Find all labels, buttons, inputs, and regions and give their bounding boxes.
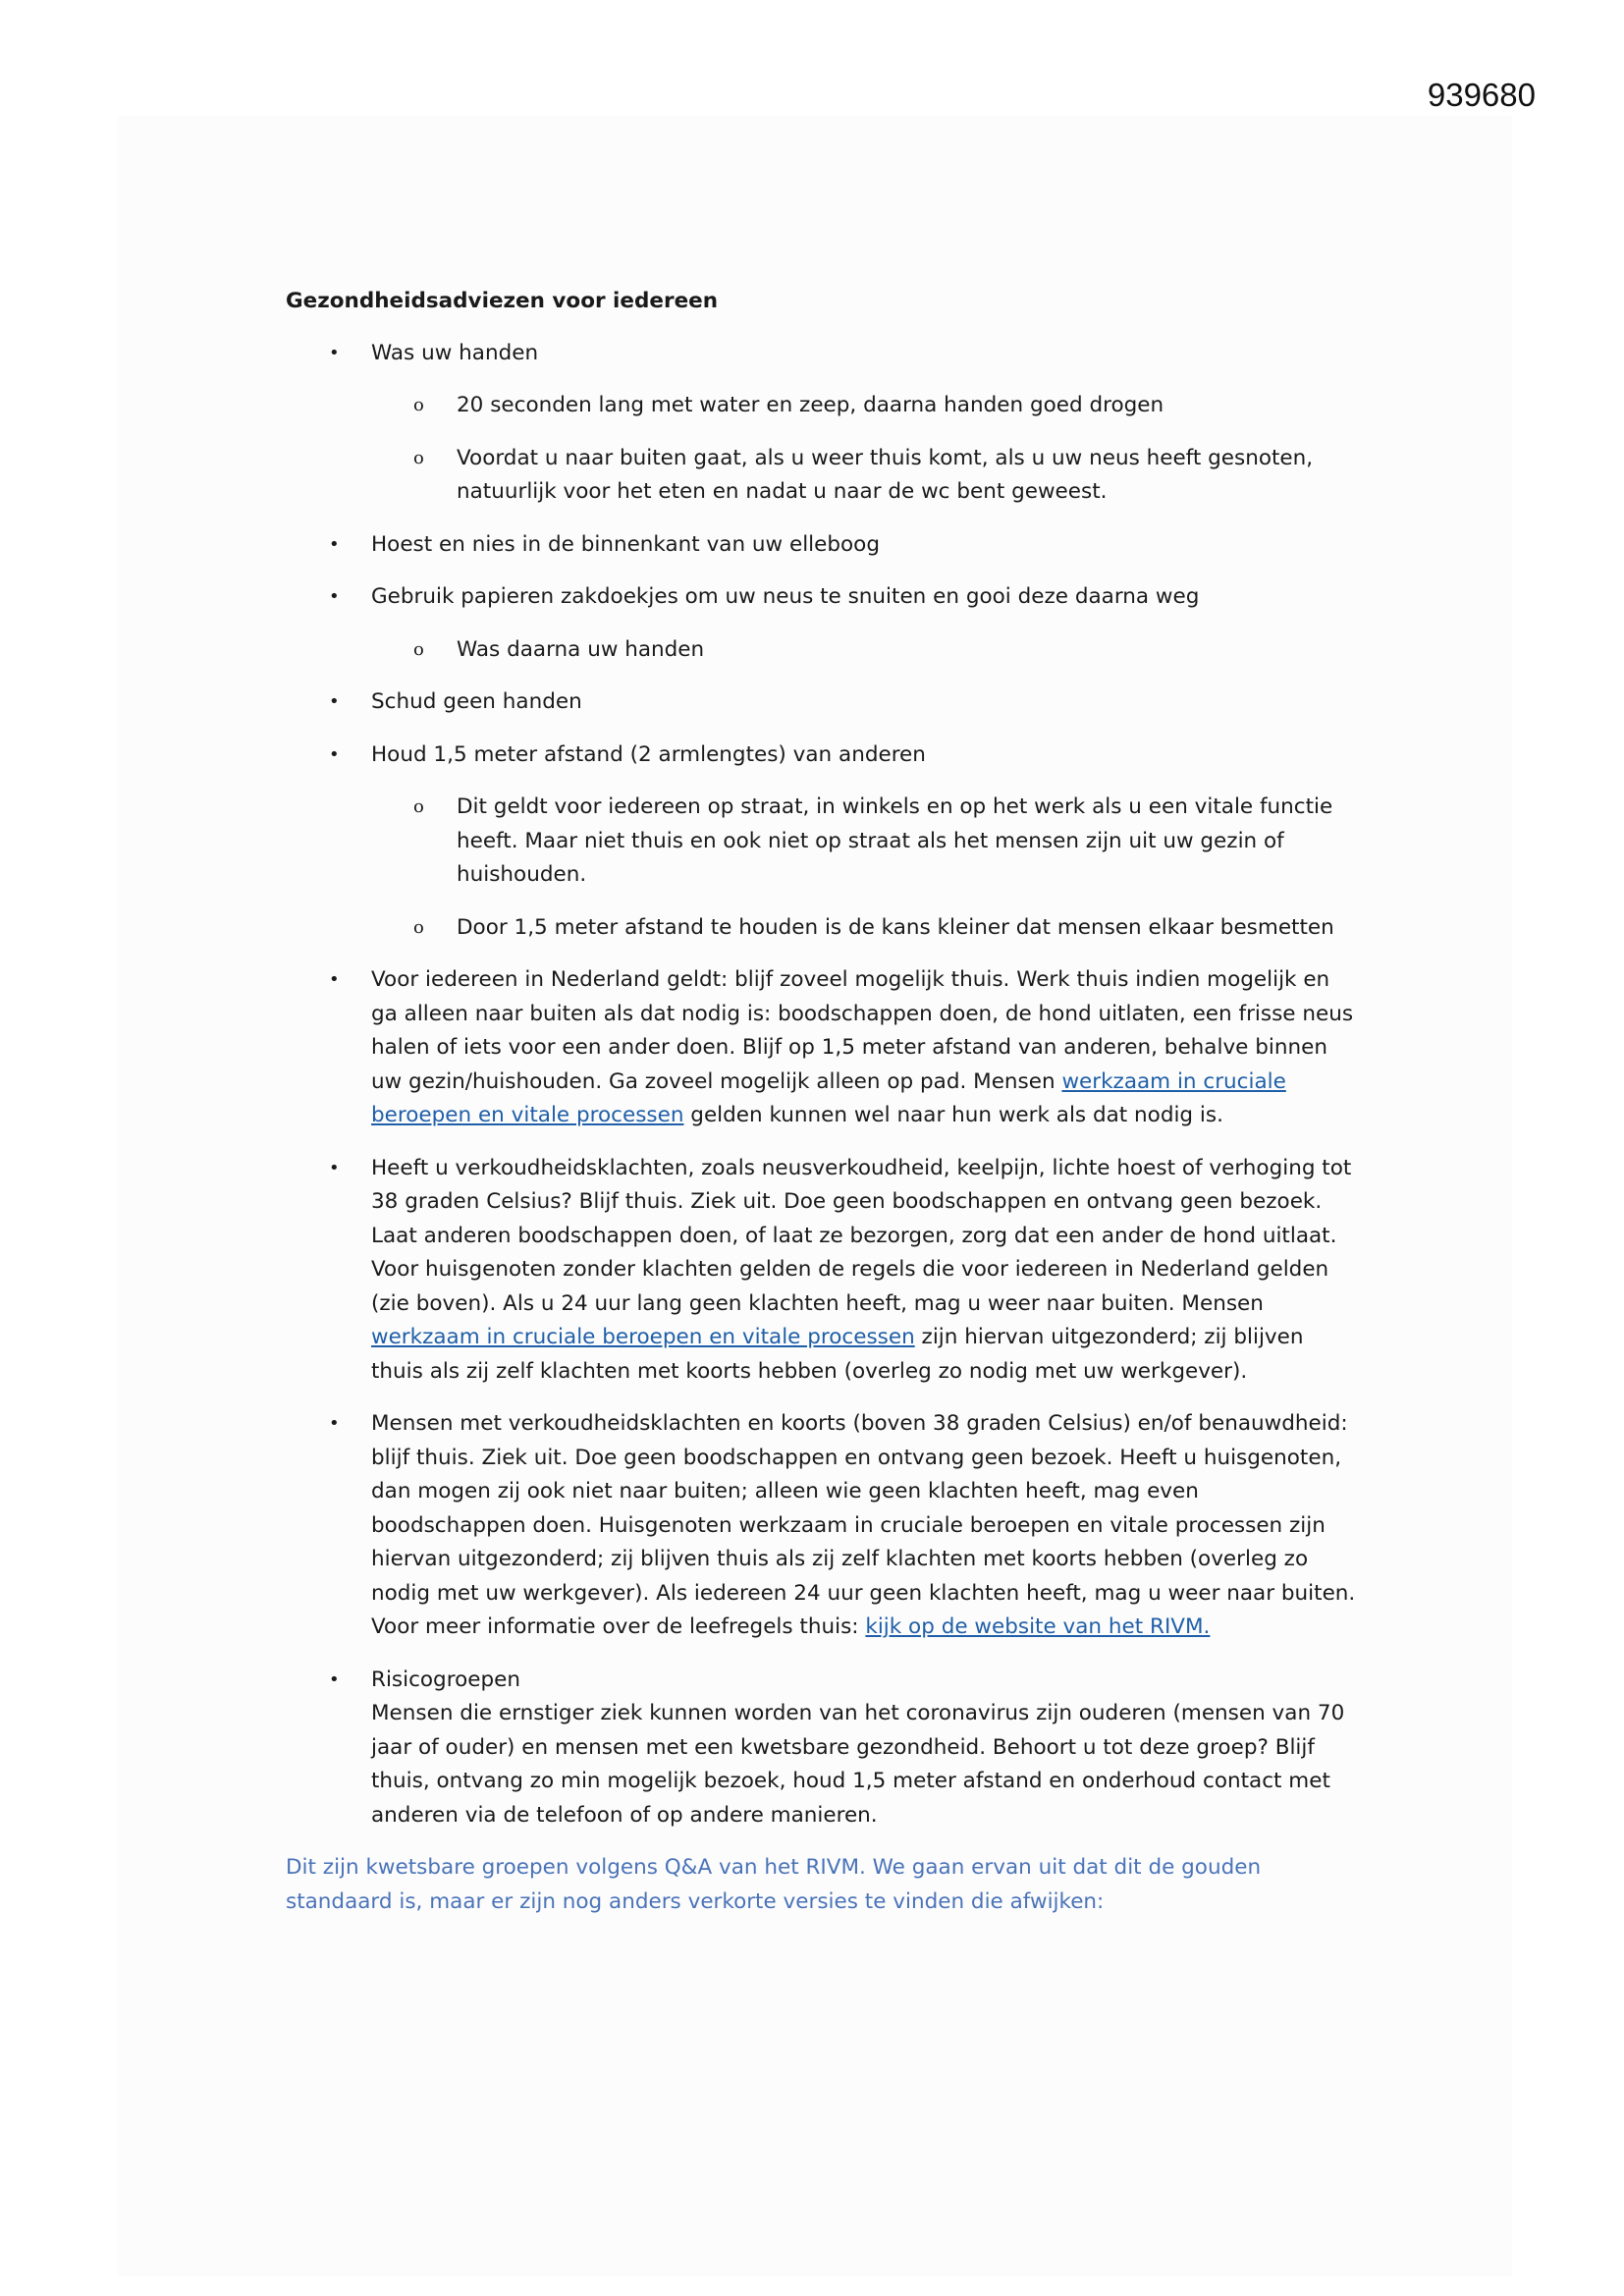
list-item (286, 963, 1356, 1133)
list-item-text: Gebruik papieren zakdoekjes om uw neus te snuiten en gooi deze daarna weg (371, 584, 1200, 609)
sub-list-item (371, 389, 1356, 423)
sub-list-item (371, 791, 1356, 893)
list-item (286, 337, 1356, 510)
bullet-icon: • (329, 969, 340, 990)
bullet-icon: • (329, 743, 340, 765)
sub-list-item-text: Door 1,5 meter afstand te houden is de kans kleiner dat mensen elkaar besmetten (457, 914, 1334, 940)
paragraph-text: Mensen met verkoudheidsklachten en koorts (boven 38 graden Celsius) en/of benauwdheid: blijf thuis. Ziek uit. Doe geen boodschappen en ontvang geen bezoek. Heeft u huisgenoten, dan mogen zij ook niet naar buiten; alleen wie geen klachten heeft, mag even boodschappen doen. Huisgenoten werkzaam in cruciale beroepen en vitale processen zijn hiervan uitgezonderd; zij blijven thuis als zij zelf klachten met koorts hebben (overleg zo nodig met uw werkgever). Als iedereen 24 uur geen klachten heeft, mag u weer naar buiten. Voor meer informatie over de leefregels thuis: (371, 1411, 1356, 1639)
list-item-text (371, 1407, 1356, 1645)
bullet-icon: • (329, 691, 340, 712)
list-item (286, 1407, 1356, 1645)
rivm-website-link[interactable]: kijk op de website van het RIVM. (865, 1614, 1211, 1639)
list-item-text: Hoest en nies in de binnenkant van uw elleboog (371, 531, 880, 557)
list-item-text: Schud geen handen (371, 689, 582, 714)
list-item (286, 1152, 1356, 1390)
list-item (286, 1664, 1356, 1833)
bullet-icon: • (329, 1668, 340, 1690)
cruciale-beroepen-link[interactable]: werkzaam in cruciale beroepen en vitale processen (371, 1068, 1286, 1127)
sub-bullet-icon: o (413, 638, 424, 660)
list-item (286, 528, 1356, 563)
document-id: 939680 (1427, 77, 1536, 113)
sub-list (371, 389, 1356, 510)
section-heading: Gezondheidsadviezen voor iedereen (286, 289, 719, 313)
paragraph-text: zijn hiervan uitgezonderd; zij blijven thuis als zij zelf klachten met koorts hebben (overleg zo nodig met uw werkgever). (371, 1325, 1304, 1384)
list-item (286, 738, 1356, 946)
bullet-icon: • (329, 1413, 340, 1434)
list-item-text: Houd 1,5 meter afstand (2 armlengtes) van anderen (371, 741, 926, 767)
sub-bullet-icon: o (413, 796, 424, 817)
list-item-text (371, 1152, 1356, 1390)
sub-list-item (371, 911, 1356, 946)
document-body (286, 285, 1356, 1919)
risicogroepen-title: Risicogroepen (371, 1667, 520, 1692)
sub-bullet-icon: o (413, 916, 424, 938)
sub-list-item (371, 442, 1356, 510)
paragraph-text: Voor iedereen in Nederland geldt: blijf zoveel mogelijk thuis. Werk thuis indien mogelijk en ga alleen naar buiten als dat nodig is: boodschappen doen, de hond uitlaten, een frisse neus halen of iets voor een ander doen. Blijf op 1,5 meter afstand van anderen, behalve binnen uw gezin/huishouden. Ga zoveel mogelijk alleen op pad. Mensen (371, 967, 1354, 1094)
sub-list-item-text: Dit geldt voor iedereen op straat, in winkels en op het werk als u een vitale functie heeft. Maar niet thuis en ook niet op straat als het mensen zijn uit uw gezin of huishouden. (457, 794, 1333, 887)
list-item-text: Mensen die ernstiger ziek kunnen worden van het coronavirus zijn ouderen (mensen van 70 jaar of ouder) en mensen met een kwetsbare gezondheid. Behoort u tot deze groep? Blijf thuis, ontvang zo min mogelijk bezoek, houd 1,5 meter afstand en onderhoud contact met anderen via de telefoon of op andere manieren. (371, 1701, 1345, 1828)
advice-list (286, 337, 1356, 1833)
bullet-icon: • (329, 533, 340, 555)
sub-list-item-text: Voordat u naar buiten gaat, als u weer thuis komt, als u uw neus heeft gesnoten, natuurlijk voor het eten en nadat u naar de wc bent geweest. (457, 445, 1314, 504)
sub-bullet-icon: o (413, 395, 424, 415)
sub-list-item-text: 20 seconden lang met water en zeep, daarna handen goed drogen (457, 393, 1164, 417)
note-paragraph: Dit zijn kwetsbare groepen volgens Q&A van het RIVM. We gaan ervan uit dat dit de gouden standaard is, maar er zijn nog anders verkorte versies te vinden die afwijken: (286, 1855, 1262, 1914)
list-item (286, 580, 1356, 667)
bullet-icon: • (329, 342, 340, 363)
list-item (286, 685, 1356, 720)
cruciale-beroepen-link[interactable]: werkzaam in cruciale beroepen en vitale processen (371, 1325, 915, 1349)
list-item-text (371, 963, 1356, 1133)
list-item-text: Was uw handen (371, 340, 539, 365)
sub-list-item (371, 633, 1356, 668)
sub-bullet-icon: o (413, 447, 424, 468)
paragraph-text: Heeft u verkoudheidsklachten, zoals neusverkoudheid, keelpijn, lichte hoest of verhoging tot 38 graden Celsius? Blijf thuis. Ziek uit. Doe geen boodschappen en ontvang geen bezoek. Laat anderen boodschappen doen, of laat ze bezorgen, zorg dat een ander de hond uitlaat. Voor huisgenoten zonder klachten gelden de regels die voor iedereen in Nederland gelden (zie boven). Als u 24 uur lang geen klachten heeft, mag u weer naar buiten. Mensen (371, 1155, 1352, 1316)
bullet-icon: • (329, 586, 340, 607)
sub-list (371, 633, 1356, 668)
sub-list (371, 791, 1356, 945)
bullet-icon: • (329, 1157, 340, 1178)
sub-list-item-text: Was daarna uw handen (457, 636, 705, 662)
paragraph-text: gelden kunnen wel naar hun werk als dat nodig is. (683, 1103, 1223, 1127)
